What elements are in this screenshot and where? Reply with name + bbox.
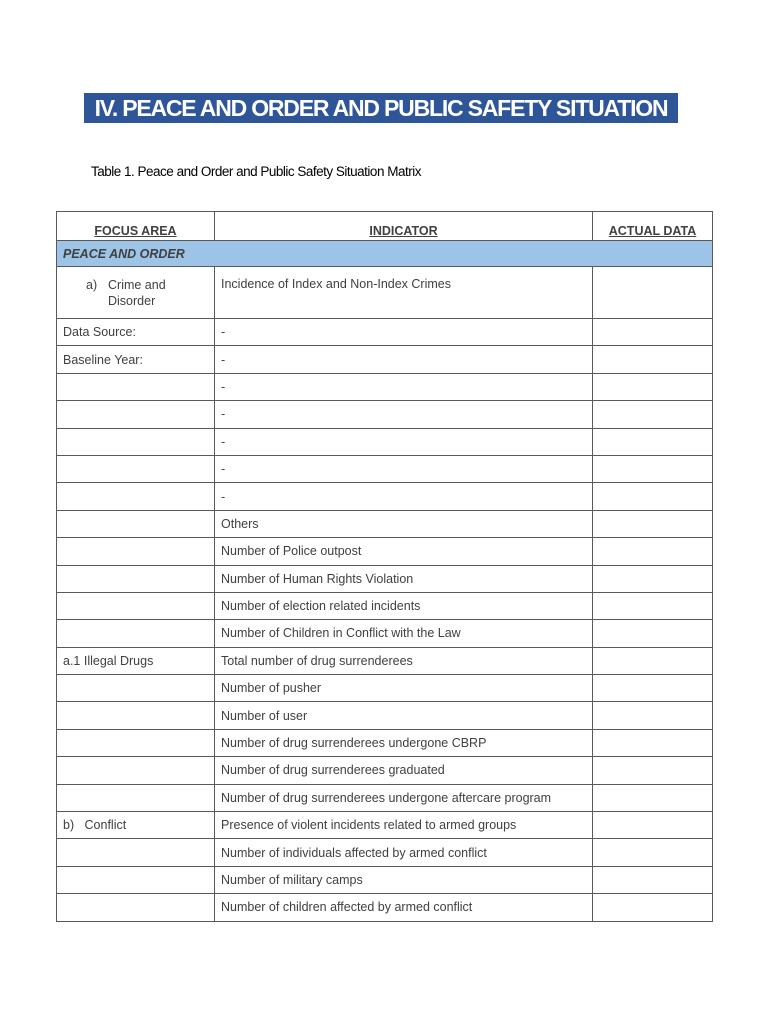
indicator-cell: Others: [215, 510, 593, 537]
table-row: [57, 784, 713, 811]
actual-data-cell[interactable]: [593, 455, 713, 482]
actual-data-cell[interactable]: [593, 839, 713, 866]
section-title-banner: IV. PEACE AND ORDER AND PUBLIC SAFETY SITUATION: [84, 93, 678, 123]
focus-area-cell: [57, 757, 215, 784]
actual-data-cell[interactable]: [593, 784, 713, 811]
table-row: [57, 319, 713, 346]
indicator-cell: -: [215, 373, 593, 400]
indicator-cell: Number of drug surrenderees graduated: [215, 757, 593, 784]
table-row: [57, 812, 713, 839]
table-caption: Table 1. Peace and Order and Public Safety Situation Matrix: [91, 164, 421, 179]
actual-data-cell[interactable]: [593, 346, 713, 373]
actual-data-cell[interactable]: [593, 757, 713, 784]
table-row: [57, 894, 713, 921]
focus-area-cell: [57, 455, 215, 482]
actual-data-cell[interactable]: [593, 675, 713, 702]
focus-area-cell: [57, 729, 215, 756]
indicator-cell: Incidence of Index and Non-Index Crimes: [215, 267, 593, 319]
focus-area-cell: [57, 565, 215, 592]
focus-area-cell: [57, 401, 215, 428]
indicator-cell: Number of user: [215, 702, 593, 729]
focus-area-cell: Baseline Year:: [57, 346, 215, 373]
indicator-cell: -: [215, 346, 593, 373]
actual-data-cell[interactable]: [593, 894, 713, 921]
actual-data-cell[interactable]: [593, 428, 713, 455]
section-label: PEACE AND ORDER: [57, 241, 713, 267]
table-row: [57, 729, 713, 756]
indicator-cell: -: [215, 428, 593, 455]
focus-area-cell: [57, 675, 215, 702]
section-row-peace-and-order: [57, 241, 713, 267]
table-row: [57, 592, 713, 619]
header-focus-area: FOCUS AREA: [57, 212, 215, 241]
indicator-cell: -: [215, 483, 593, 510]
focus-area-cell: [57, 267, 215, 319]
actual-data-cell[interactable]: [593, 812, 713, 839]
table-row: [57, 565, 713, 592]
table-row: [57, 346, 713, 373]
focus-area-cell: [57, 428, 215, 455]
table-row: [57, 401, 713, 428]
indicator-cell: Number of drug surrenderees undergone aftercare program: [215, 784, 593, 811]
indicator-cell: -: [215, 401, 593, 428]
focus-area-cell: [57, 510, 215, 537]
actual-data-cell[interactable]: [593, 483, 713, 510]
table-row: [57, 373, 713, 400]
indicator-cell: Number of military camps: [215, 866, 593, 893]
table-row: [57, 267, 713, 319]
indicator-cell: Number of pusher: [215, 675, 593, 702]
table-row: [57, 620, 713, 647]
indicator-cell: Presence of violent incidents related to armed groups: [215, 812, 593, 839]
table-row: [57, 483, 713, 510]
focus-area-cell: [57, 620, 215, 647]
table-row: [57, 675, 713, 702]
indicator-cell: Number of Police outpost: [215, 538, 593, 565]
focus-area-cell: [57, 839, 215, 866]
actual-data-cell[interactable]: [593, 620, 713, 647]
table-row: [57, 510, 713, 537]
table-row: [57, 455, 713, 482]
indicator-cell: Number of drug surrenderees undergone CBRP: [215, 729, 593, 756]
actual-data-cell[interactable]: [593, 565, 713, 592]
indicator-cell: Number of Children in Conflict with the Law: [215, 620, 593, 647]
indicator-cell: Number of Human Rights Violation: [215, 565, 593, 592]
focus-area-cell: [57, 702, 215, 729]
actual-data-cell[interactable]: [593, 702, 713, 729]
actual-data-cell[interactable]: [593, 647, 713, 674]
focus-area-cell: [57, 894, 215, 921]
table-row: [57, 538, 713, 565]
focus-marker: a): [86, 278, 98, 292]
table-row: [57, 839, 713, 866]
actual-data-cell[interactable]: [593, 373, 713, 400]
table-row: [57, 757, 713, 784]
header-actual-data: ACTUAL DATA: [593, 212, 713, 241]
table-header-row: [57, 212, 713, 241]
table-row: [57, 428, 713, 455]
table-row: [57, 647, 713, 674]
indicator-cell: Total number of drug surrenderees: [215, 647, 593, 674]
focus-area-cell: [57, 538, 215, 565]
indicator-cell: -: [215, 455, 593, 482]
indicator-cell: Number of individuals affected by armed conflict: [215, 839, 593, 866]
focus-area-cell: b) Conflict: [57, 812, 215, 839]
indicator-cell: Number of election related incidents: [215, 592, 593, 619]
actual-data-cell[interactable]: [593, 866, 713, 893]
focus-label: Crime and Disorder: [108, 278, 166, 308]
focus-area-cell: [57, 483, 215, 510]
actual-data-cell[interactable]: [593, 267, 713, 319]
focus-area-cell: a.1 Illegal Drugs: [57, 647, 215, 674]
focus-area-cell: [57, 373, 215, 400]
table-row: [57, 702, 713, 729]
indicator-cell: -: [215, 319, 593, 346]
focus-area-cell: [57, 866, 215, 893]
actual-data-cell[interactable]: [593, 319, 713, 346]
actual-data-cell[interactable]: [593, 592, 713, 619]
actual-data-cell[interactable]: [593, 729, 713, 756]
focus-area-cell: Data Source:: [57, 319, 215, 346]
focus-area-cell: [57, 592, 215, 619]
actual-data-cell[interactable]: [593, 510, 713, 537]
table-row: [57, 866, 713, 893]
header-indicator: INDICATOR: [215, 212, 593, 241]
situation-matrix-table: [56, 211, 713, 922]
actual-data-cell[interactable]: [593, 538, 713, 565]
indicator-cell: Number of children affected by armed conflict: [215, 894, 593, 921]
actual-data-cell[interactable]: [593, 401, 713, 428]
focus-area-cell: [57, 784, 215, 811]
